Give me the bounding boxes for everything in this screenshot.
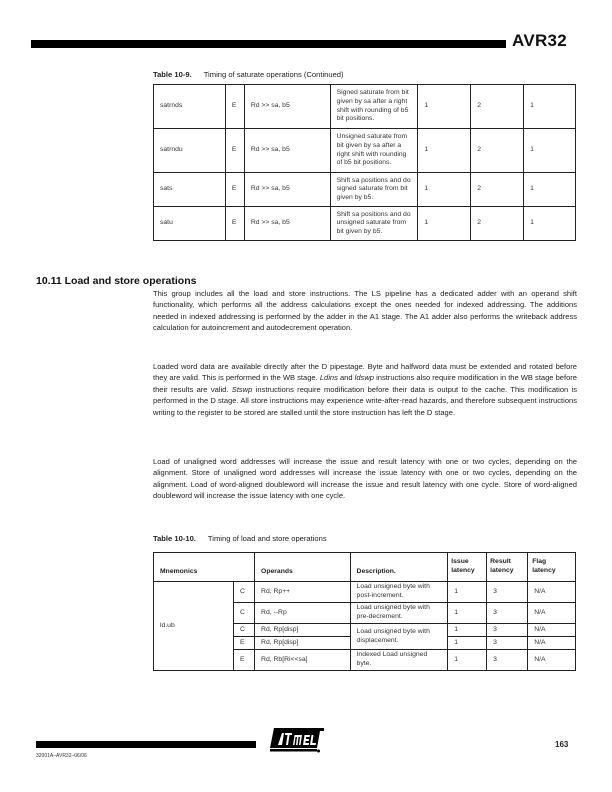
mnemonic-cell: sats — [154, 173, 226, 207]
operands-cell: Rd >> sa, b5 — [244, 85, 330, 129]
flag-latency-cell: 1 — [524, 173, 576, 207]
section-heading: 10.11 Load and store operations — [36, 275, 197, 287]
table2-caption — [153, 534, 327, 543]
footer-document-code: 32001A–AVR32–06/06 — [36, 753, 87, 759]
result-latency-cell: 2 — [471, 173, 524, 207]
description-cell: Load unsigned byte with displacement. — [350, 624, 448, 650]
paragraph-2: Loaded word data are available directly after the D pipestage. Byte and halfword data must be extended and rotated before they are valid. This is performed in the WB stage. Ldins and ldswp instructions also require modification in the WB stage before their results are valid. Stswp instructions require modification before their data is output to the cache. This modification is performed in the D stage. All store instructions may experience write-after-read hazards, and therefore subsequent instructions writing to the register to be stored are stalled until the store instruction has left the D stage. — [153, 362, 578, 417]
result-latency-cell: 3 — [487, 582, 528, 603]
flag-latency-cell: 1 — [524, 207, 576, 241]
mnemonic-cell: satrndu — [154, 129, 226, 173]
header-issue-latency: Issue latency — [448, 553, 487, 582]
result-latency-cell: 3 — [487, 650, 528, 671]
table-header-row — [154, 553, 576, 582]
header-operands: Operands — [255, 553, 351, 582]
table2-caption-text: Timing of load and store operations — [207, 534, 327, 543]
format-cell: E — [233, 650, 254, 671]
description-cell: Load unsigned byte with pre-decrement. — [350, 603, 448, 624]
footer-rule — [36, 741, 256, 748]
issue-latency-cell: 1 — [418, 85, 471, 129]
result-latency-cell: 3 — [487, 637, 528, 650]
table-row — [154, 582, 576, 603]
flag-latency-cell: 1 — [524, 129, 576, 173]
header-mnemonics: Mnemonics — [154, 553, 255, 582]
format-cell: E — [233, 637, 254, 650]
mnemonic-cell: satu — [154, 207, 226, 241]
operands-cell: Rd, Rp[disp] — [255, 637, 351, 650]
mnemonic-cell: ld.ub — [154, 582, 234, 671]
description-cell: Load unsigned byte with post-increment. — [350, 582, 448, 603]
issue-latency-cell: 1 — [448, 603, 487, 624]
header-title: AVR32 — [512, 31, 568, 50]
operands-cell: Rd, Rp[disp] — [255, 624, 351, 637]
format-cell: E — [225, 207, 244, 241]
operands-cell: Rd, Rb[Ri<<sa] — [255, 650, 351, 671]
flag-latency-cell: N/A — [528, 603, 576, 624]
result-latency-cell: 2 — [471, 85, 524, 129]
table1-caption-label: Table 10-9. — [153, 70, 192, 79]
result-latency-cell: 3 — [487, 624, 528, 637]
issue-latency-cell: 1 — [448, 624, 487, 637]
issue-latency-cell: 1 — [418, 129, 471, 173]
table-row — [154, 173, 576, 207]
format-cell: E — [225, 129, 244, 173]
description-cell: Signed saturate from bit given by sa after a right shift with rounding of b5 bit positions. — [330, 85, 418, 129]
result-latency-cell: 2 — [471, 207, 524, 241]
flag-latency-cell: N/A — [528, 582, 576, 603]
result-latency-cell: 2 — [471, 129, 524, 173]
issue-latency-cell: 1 — [418, 173, 471, 207]
issue-latency-cell: 1 — [448, 582, 487, 603]
operands-cell: Rd >> sa, b5 — [244, 207, 330, 241]
table-row — [154, 207, 576, 241]
header-description: Description. — [350, 553, 448, 582]
table-row — [154, 129, 576, 173]
format-cell: C — [233, 582, 254, 603]
page-number: 163 — [555, 740, 569, 749]
paragraph-1: This group includes all the load and store instructions. The LS pipeline has a dedicated adder with an operand shift functionality, which performs all the address calculations except the ones needed for indexed addressing. The additions needed in indexed addressing is performed by the adder in the A1 stage. The A1 adder also performs the writeback address calculation for autoincrement and autodecrement operation. — [153, 289, 577, 333]
description-cell: Shift sa positions and do signed saturate from bit given by b5. — [330, 173, 418, 207]
header-flag-latency: Flag latency — [528, 553, 576, 582]
paragraph-3: Load of unaligned word addresses will increase the issue and result latency with one or two cycles, depending on the alignment. Store of unaligned word addresses will increase the issue latency with one or two cycles, depending on the alignment. Load of word-aligned doubleword will increase the issue and result latency with one cycle. Store of word-aligned doubleword will increase the issue latency with one cycle. — [153, 457, 577, 501]
flag-latency-cell: 1 — [524, 85, 576, 129]
header-result-latency: Result latency — [487, 553, 528, 582]
flag-latency-cell: N/A — [528, 624, 576, 637]
description-cell: Unsigned saturate from bit given by sa after a right shift with rounding of b5 bit positions. — [330, 129, 418, 173]
result-latency-cell: 3 — [487, 603, 528, 624]
issue-latency-cell: 1 — [448, 650, 487, 671]
format-cell: C — [233, 624, 254, 637]
format-cell: E — [225, 173, 244, 207]
operands-cell: Rd >> sa, b5 — [244, 173, 330, 207]
table1-caption — [153, 70, 344, 79]
operands-cell: Rd >> sa, b5 — [244, 129, 330, 173]
header-rule — [31, 40, 506, 48]
load-store-timing-table — [153, 552, 576, 671]
table2-caption-label: Table 10-10. — [153, 534, 196, 543]
format-cell: E — [225, 85, 244, 129]
table1-caption-text: Timing of saturate operations (Continued) — [203, 70, 344, 79]
issue-latency-cell: 1 — [418, 207, 471, 241]
mnemonic-cell: satrnds — [154, 85, 226, 129]
description-cell: Shift sa positions and do unsigned saturate from bit given by b5. — [330, 207, 418, 241]
atmel-logo-icon — [268, 726, 326, 754]
format-cell: C — [233, 603, 254, 624]
saturate-timing-table — [153, 84, 576, 241]
table-row — [154, 85, 576, 129]
operands-cell: Rd, Rp++ — [255, 582, 351, 603]
flag-latency-cell: N/A — [528, 650, 576, 671]
issue-latency-cell: 1 — [448, 637, 487, 650]
flag-latency-cell: N/A — [528, 637, 576, 650]
operands-cell: Rd, --Rp — [255, 603, 351, 624]
description-cell: Indexed Load unsigned byte. — [350, 650, 448, 671]
